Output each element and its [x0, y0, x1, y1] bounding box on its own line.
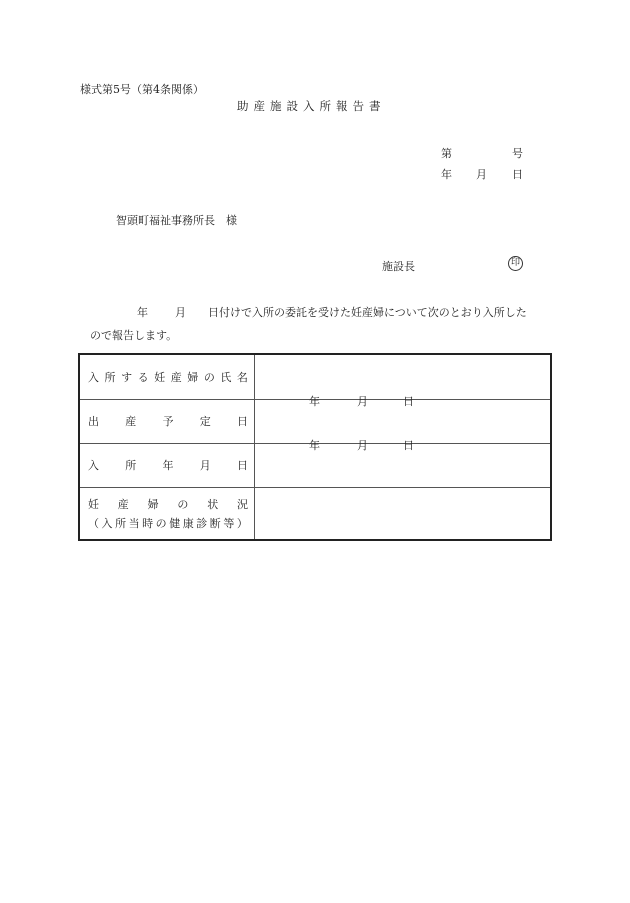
condition-field[interactable] [255, 487, 552, 540]
date-month: 月 [476, 168, 487, 181]
document-title: 助産施設入所報告書 [237, 99, 386, 113]
body-text-line2: ので報告します。 [90, 329, 178, 342]
addressee: 智頭町福祉事務所長 様 [116, 214, 237, 227]
date-year: 年 [441, 168, 452, 181]
body-month: 月 [175, 306, 186, 319]
table-row [79, 487, 551, 540]
body-year: 年 [137, 306, 148, 319]
number-suffix: 号 [512, 147, 523, 160]
label-admission-date: 入 所 年 月 日 [79, 443, 255, 487]
label-resident-name: 入 所 す る 妊 産 婦 の 氏 名 [79, 354, 255, 399]
signatory-label: 施設長 [382, 260, 415, 273]
admission-date-field[interactable]: 年 月 日 [255, 443, 552, 487]
label-condition: 妊 産 婦 の 状 況 （ 入 所 当 時 の 健 康 診 断 等 ） [79, 487, 255, 540]
expected-delivery-date-field[interactable]: 年 月 日 [255, 399, 552, 443]
label-expected-delivery-date: 出 産 予 定 日 [79, 399, 255, 443]
number-prefix: 第 [441, 147, 452, 160]
form-number: 様式第5号（第4条関係） [80, 83, 204, 96]
report-table [78, 353, 552, 541]
date-day: 日 [512, 168, 523, 181]
seal-icon: 印 [508, 256, 523, 271]
table-row [79, 443, 551, 487]
body-text-line1: 日付けで入所の委託を受けた妊産婦について次のとおり入所した [208, 306, 527, 319]
